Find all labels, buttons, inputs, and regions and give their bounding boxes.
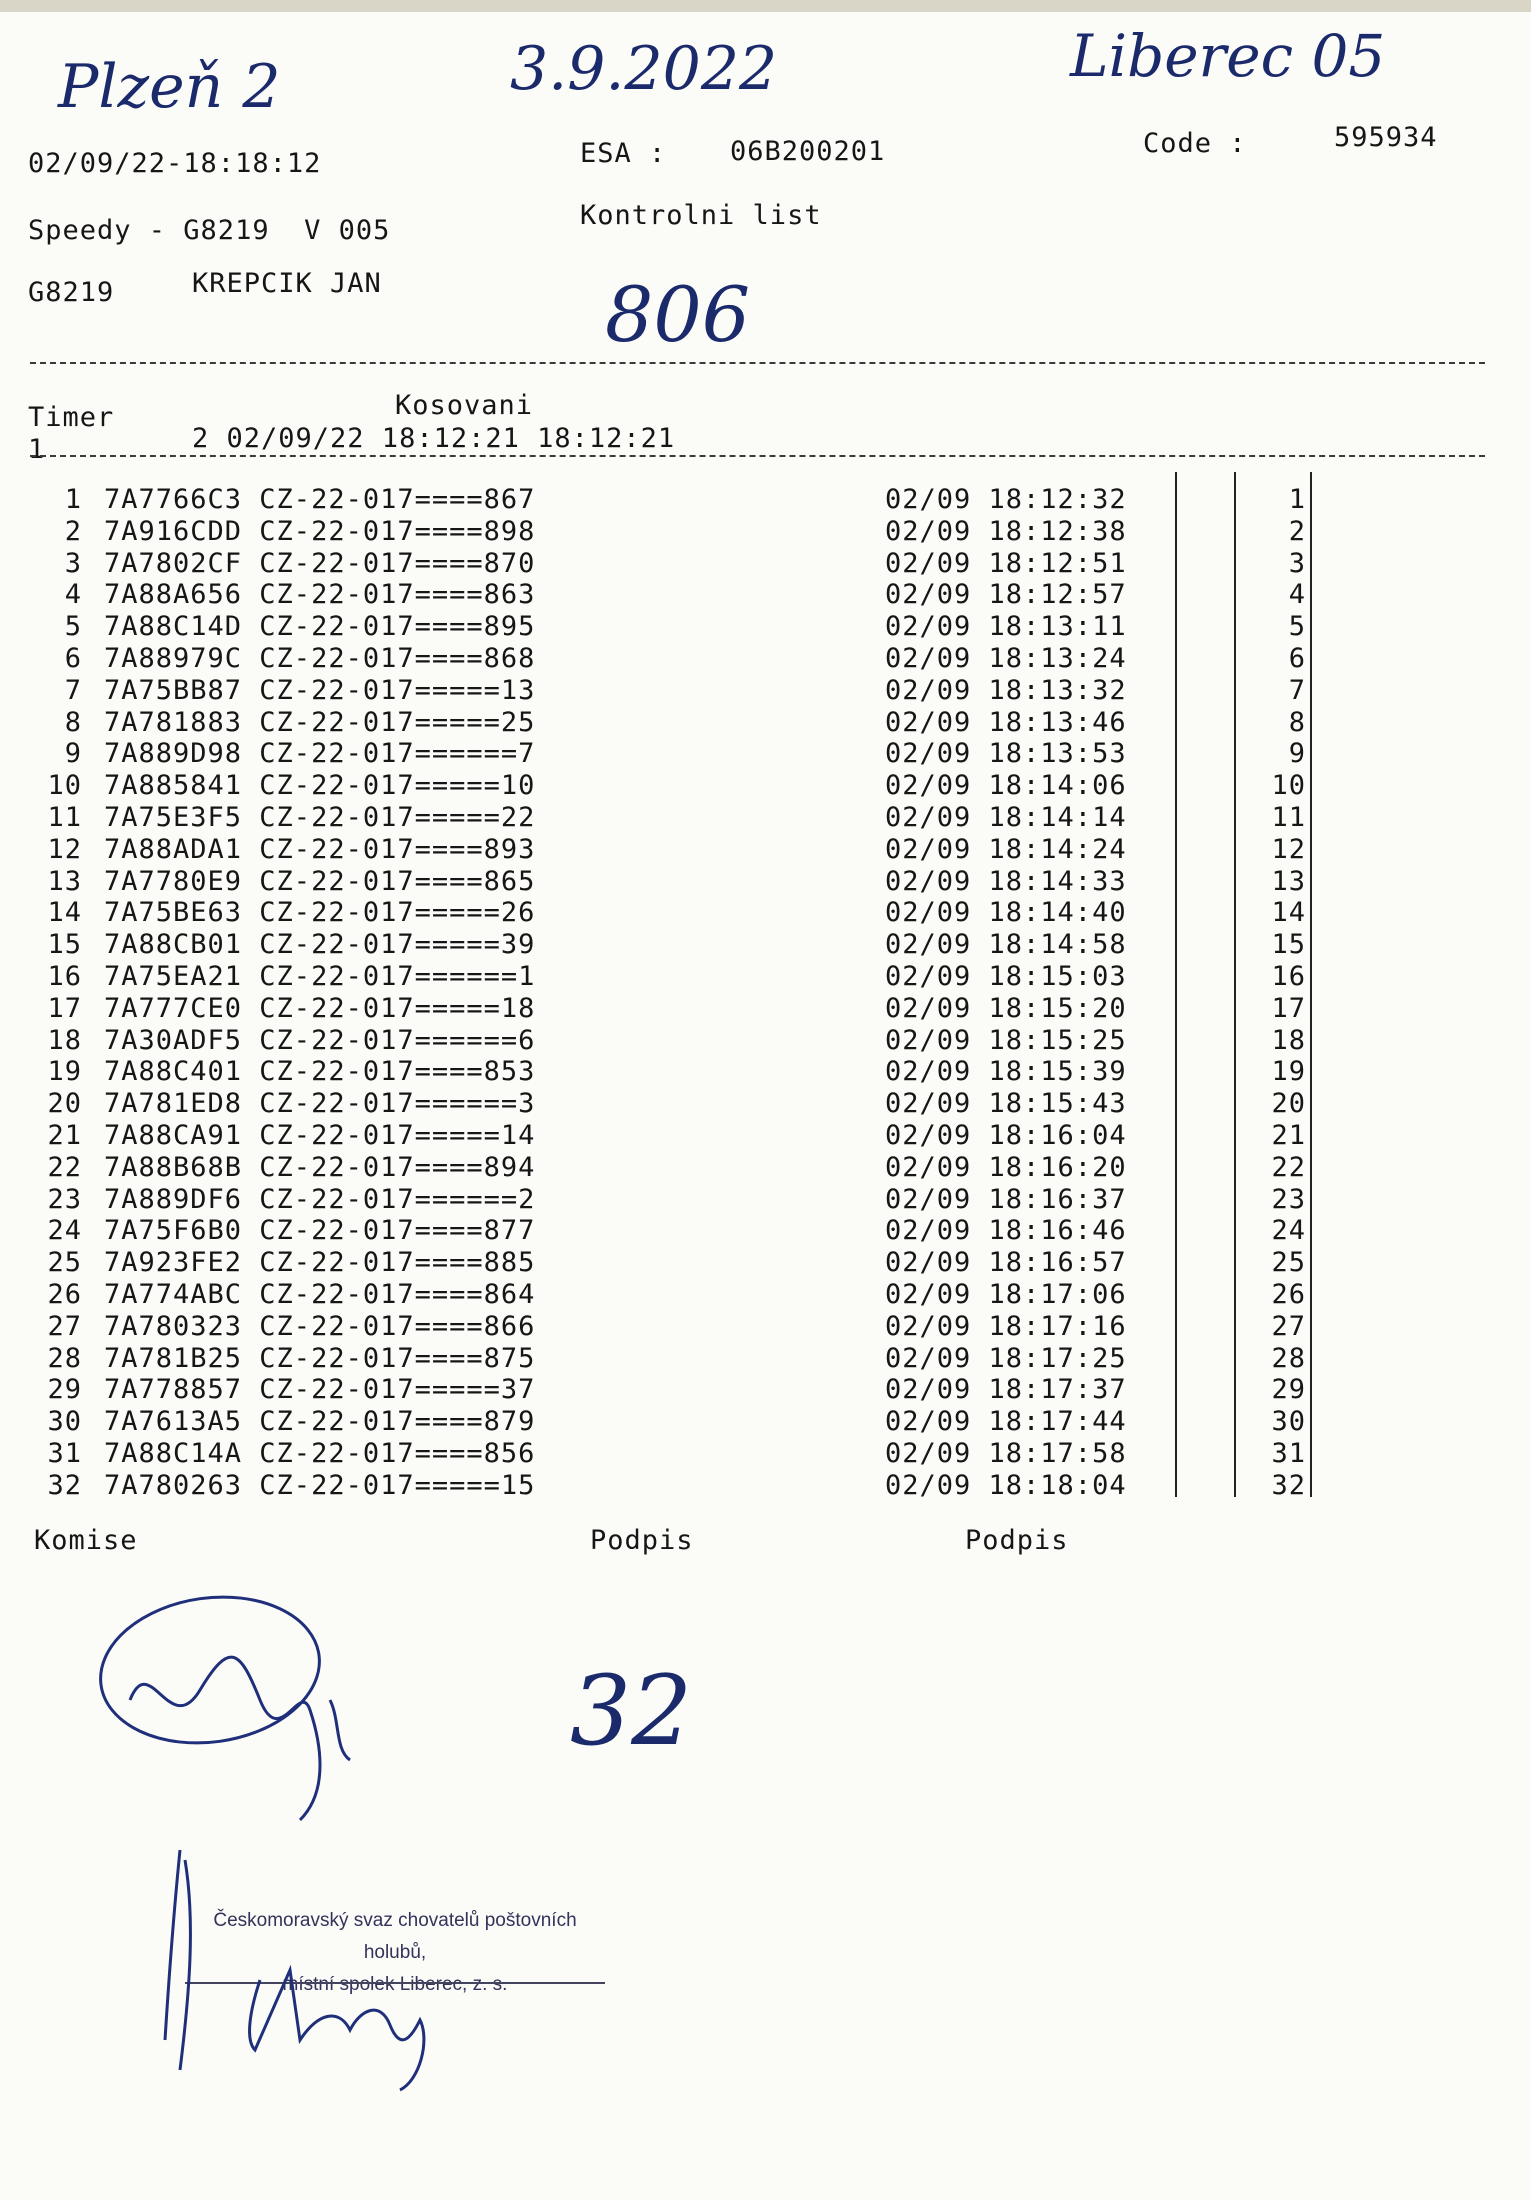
komise-signature: [90, 1590, 390, 1830]
table-row: [0, 1279, 1531, 1311]
ring-code: 7A88C14D CZ-22-017====895: [104, 611, 536, 643]
entry-number: 9: [64, 738, 82, 770]
entry-number: 15: [47, 929, 82, 961]
arrival-time: 02/09 18:16:04: [885, 1120, 1127, 1151]
dashed-divider-bottom: [30, 455, 1485, 457]
ring-code: 7A75EA21 CZ-22-017======1: [104, 961, 536, 992]
entry-number: 13: [47, 865, 82, 897]
arrival-time: 02/09 18:17:16: [885, 1310, 1127, 1342]
ring-code: 7A88CA91 CZ-22-017=====14: [104, 1120, 536, 1151]
table-row: [0, 834, 1531, 866]
arrival-time: 02/09 18:15:03: [885, 961, 1127, 992]
ring-code: 7A88A656 CZ-22-017====863: [104, 579, 536, 611]
komise-label: Komise: [34, 1525, 138, 1556]
ring-code: 7A916CDD CZ-22-017====898: [104, 515, 536, 547]
ring-code: 7A7780E9 CZ-22-017====865: [104, 865, 536, 897]
entry-number: 20: [47, 1088, 82, 1120]
entry-number: 29: [47, 1374, 82, 1406]
table-row: [0, 1311, 1531, 1343]
entry-number: 19: [47, 1056, 82, 1088]
arrival-time: 02/09 18:14:40: [885, 897, 1127, 929]
table-row: [0, 579, 1531, 611]
entry-position: 21: [1271, 1120, 1306, 1151]
arrival-time: 02/09 18:12:32: [885, 484, 1127, 515]
entry-position: 2: [1288, 515, 1306, 547]
ring-code: 7A30ADF5 CZ-22-017======6: [104, 1024, 536, 1056]
ring-code: 7A7802CF CZ-22-017====870: [104, 547, 536, 579]
podpis-label-2: Podpis: [965, 1525, 1069, 1556]
ring-code: 7A88C14A CZ-22-017====856: [104, 1438, 536, 1469]
arrival-time: 02/09 18:12:57: [885, 579, 1127, 611]
arrival-time: 02/09 18:16:46: [885, 1215, 1127, 1247]
esa-value: 06B200201: [730, 136, 886, 167]
entry-position: 28: [1271, 1342, 1306, 1374]
entry-position: 11: [1271, 802, 1306, 833]
ring-code: 7A778857 CZ-22-017=====37: [104, 1374, 536, 1406]
secretary-signature: [140, 1840, 480, 2100]
entry-number: 22: [47, 1151, 82, 1183]
code-value: 595934: [1334, 122, 1438, 153]
entry-number: 3: [64, 547, 82, 579]
ring-code: 7A780263 CZ-22-017=====15: [104, 1469, 536, 1501]
handwritten-cert-number: 806: [605, 270, 751, 359]
arrival-time: 02/09 18:17:44: [885, 1406, 1127, 1438]
entry-number: 1: [64, 484, 82, 515]
table-row: [0, 643, 1531, 675]
ring-code: 7A88CB01 CZ-22-017=====39: [104, 929, 536, 961]
table-row: [0, 1120, 1531, 1152]
arrival-time: 02/09 18:14:06: [885, 770, 1127, 802]
table-row: [0, 1247, 1531, 1279]
entry-number: 31: [47, 1438, 82, 1469]
entry-position: 1: [1288, 484, 1306, 515]
table-row: [0, 611, 1531, 643]
entry-position: 5: [1288, 611, 1306, 643]
ring-code: 7A774ABC CZ-22-017====864: [104, 1279, 536, 1310]
member-name: KREPCIK JAN: [192, 268, 382, 299]
entry-position: 22: [1271, 1151, 1306, 1183]
arrival-time: 02/09 18:18:04: [885, 1469, 1127, 1501]
entry-position: 10: [1271, 770, 1306, 802]
arrival-time: 02/09 18:13:53: [885, 738, 1127, 770]
arrival-time: 02/09 18:16:57: [885, 1247, 1127, 1279]
ring-code: 7A777CE0 CZ-22-017=====18: [104, 992, 536, 1024]
entry-number: 17: [47, 992, 82, 1024]
table-row: [0, 802, 1531, 834]
ring-code: 7A780323 CZ-22-017====866: [104, 1310, 536, 1342]
entry-position: 24: [1271, 1215, 1306, 1247]
arrival-time: 02/09 18:14:33: [885, 865, 1127, 897]
table-row: [0, 1215, 1531, 1247]
entry-position: 32: [1271, 1469, 1306, 1501]
arrival-time: 02/09 18:15:43: [885, 1088, 1127, 1120]
stamp-line-1: Českomoravský svaz chovatelů poštovních holubů,: [213, 1910, 577, 1963]
ring-code: 7A88B68B CZ-22-017====894: [104, 1151, 536, 1183]
arrival-time: 02/09 18:14:24: [885, 833, 1127, 865]
esa-label: ESA :: [580, 138, 667, 169]
entry-position: 3: [1288, 547, 1306, 579]
ring-code: 7A88979C CZ-22-017====868: [104, 643, 536, 674]
table-row: [0, 1184, 1531, 1216]
table-row: [0, 1088, 1531, 1120]
entry-position: 13: [1271, 865, 1306, 897]
entry-number: 5: [64, 611, 82, 643]
entry-position: 20: [1271, 1088, 1306, 1120]
kosovani-value: 2 02/09/22 18:12:21 18:12:21: [192, 423, 676, 454]
entry-position: 30: [1271, 1406, 1306, 1438]
entry-number: 27: [47, 1310, 82, 1342]
arrival-time: 02/09 18:17:25: [885, 1342, 1127, 1374]
arrival-time: 02/09 18:17:06: [885, 1279, 1127, 1310]
ring-code: 7A889DF6 CZ-22-017======2: [104, 1183, 536, 1215]
ring-code: 7A88C401 CZ-22-017====853: [104, 1056, 536, 1088]
paper-top-edge: [0, 0, 1531, 12]
device-info: Speedy - G8219 V 005: [28, 215, 391, 246]
member-id: G8219: [28, 277, 115, 308]
table-row: [0, 675, 1531, 707]
entry-position: 23: [1271, 1183, 1306, 1215]
podpis-label-1: Podpis: [590, 1525, 694, 1556]
handwritten-date: 3.9.2022: [510, 34, 778, 104]
entry-number: 26: [47, 1279, 82, 1310]
table-row: [0, 993, 1531, 1025]
dashed-divider-top: [30, 362, 1485, 364]
entry-number: 21: [47, 1120, 82, 1151]
entry-position: 12: [1271, 833, 1306, 865]
print-timestamp: 02/09/22-18:18:12: [28, 148, 322, 179]
code-label: Code :: [1143, 128, 1247, 159]
handwritten-location: Plzeň 2: [58, 52, 281, 122]
entry-number: 8: [64, 706, 82, 738]
arrival-time: 02/09 18:17:37: [885, 1374, 1127, 1406]
table-row: [0, 1374, 1531, 1406]
arrival-time: 02/09 18:13:32: [885, 674, 1127, 706]
entry-number: 28: [47, 1342, 82, 1374]
timer-value: 1: [28, 434, 46, 465]
ring-code: 7A781B25 CZ-22-017====875: [104, 1342, 536, 1374]
entry-number: 4: [64, 579, 82, 611]
kosovani-label: Kosovani: [395, 390, 534, 421]
entry-position: 17: [1271, 992, 1306, 1024]
ring-code: 7A885841 CZ-22-017=====10: [104, 770, 536, 802]
table-row: [0, 516, 1531, 548]
arrival-time: 02/09 18:16:20: [885, 1151, 1127, 1183]
entry-position: 27: [1271, 1310, 1306, 1342]
table-row: [0, 548, 1531, 580]
table-row: [0, 929, 1531, 961]
ring-code: 7A75F6B0 CZ-22-017====877: [104, 1215, 536, 1247]
entry-position: 16: [1271, 961, 1306, 992]
table-row: [0, 707, 1531, 739]
entry-position: 8: [1288, 706, 1306, 738]
entry-position: 31: [1271, 1438, 1306, 1469]
entry-number: 7: [64, 674, 82, 706]
ring-code: 7A75BE63 CZ-22-017=====26: [104, 897, 536, 929]
entry-position: 6: [1288, 643, 1306, 674]
stamp-line-2: místní spolek Liberec, z. s.: [282, 1974, 508, 1995]
entry-number: 14: [47, 897, 82, 929]
table-row: [0, 770, 1531, 802]
table-row: [0, 1343, 1531, 1375]
entry-number: 2: [64, 515, 82, 547]
entry-number: 10: [47, 770, 82, 802]
entry-number: 11: [47, 802, 82, 833]
arrival-time: 02/09 18:12:51: [885, 547, 1127, 579]
entry-number: 12: [47, 833, 82, 865]
table-row: [0, 1438, 1531, 1470]
table-row: [0, 866, 1531, 898]
entry-position: 9: [1288, 738, 1306, 770]
entry-position: 29: [1271, 1374, 1306, 1406]
arrival-time: 02/09 18:13:11: [885, 611, 1127, 643]
entry-number: 23: [47, 1183, 82, 1215]
entry-number: 24: [47, 1215, 82, 1247]
arrival-time: 02/09 18:15:39: [885, 1056, 1127, 1088]
handwritten-club: Liberec 05: [1070, 22, 1386, 90]
entry-position: 25: [1271, 1247, 1306, 1279]
arrival-time: 02/09 18:14:14: [885, 802, 1127, 833]
arrival-time: 02/09 18:13:24: [885, 643, 1127, 674]
document-type: Kontrolni list: [580, 200, 822, 231]
arrival-time: 02/09 18:16:37: [885, 1183, 1127, 1215]
table-row: [0, 1056, 1531, 1088]
table-row: [0, 1152, 1531, 1184]
arrival-time: 02/09 18:14:58: [885, 929, 1127, 961]
table-row: [0, 961, 1531, 993]
entry-position: 4: [1288, 579, 1306, 611]
ring-code: 7A88ADA1 CZ-22-017====893: [104, 833, 536, 865]
entry-position: 19: [1271, 1056, 1306, 1088]
ring-code: 7A923FE2 CZ-22-017====885: [104, 1247, 536, 1279]
entry-number: 30: [47, 1406, 82, 1438]
arrival-time: 02/09 18:17:58: [885, 1438, 1127, 1469]
ring-code: 7A75E3F5 CZ-22-017=====22: [104, 802, 536, 833]
entry-position: 7: [1288, 674, 1306, 706]
table-row: [0, 1025, 1531, 1057]
table-row: [0, 484, 1531, 516]
entry-position: 14: [1271, 897, 1306, 929]
entry-position: 26: [1271, 1279, 1306, 1310]
entry-number: 6: [64, 643, 82, 674]
arrival-time: 02/09 18:13:46: [885, 706, 1127, 738]
ring-code: 7A781ED8 CZ-22-017======3: [104, 1088, 536, 1120]
entry-number: 25: [47, 1247, 82, 1279]
ring-code: 7A75BB87 CZ-22-017=====13: [104, 674, 536, 706]
ring-code: 7A781883 CZ-22-017=====25: [104, 706, 536, 738]
arrival-time: 02/09 18:15:20: [885, 992, 1127, 1024]
entry-number: 32: [47, 1469, 82, 1501]
entry-position: 15: [1271, 929, 1306, 961]
ring-code: 7A7766C3 CZ-22-017====867: [104, 484, 536, 515]
entry-position: 18: [1271, 1024, 1306, 1056]
timer-label: Timer: [28, 402, 115, 433]
arrival-time: 02/09 18:15:25: [885, 1024, 1127, 1056]
arrival-time: 02/09 18:12:38: [885, 515, 1127, 547]
entry-number: 18: [47, 1024, 82, 1056]
handwritten-total: 32: [570, 1655, 693, 1767]
ring-code: 7A7613A5 CZ-22-017====879: [104, 1406, 536, 1438]
table-row: [0, 1470, 1531, 1502]
table-row: [0, 1406, 1531, 1438]
table-row: [0, 897, 1531, 929]
entry-number: 16: [47, 961, 82, 992]
ring-code: 7A889D98 CZ-22-017======7: [104, 738, 536, 770]
table-row: [0, 738, 1531, 770]
